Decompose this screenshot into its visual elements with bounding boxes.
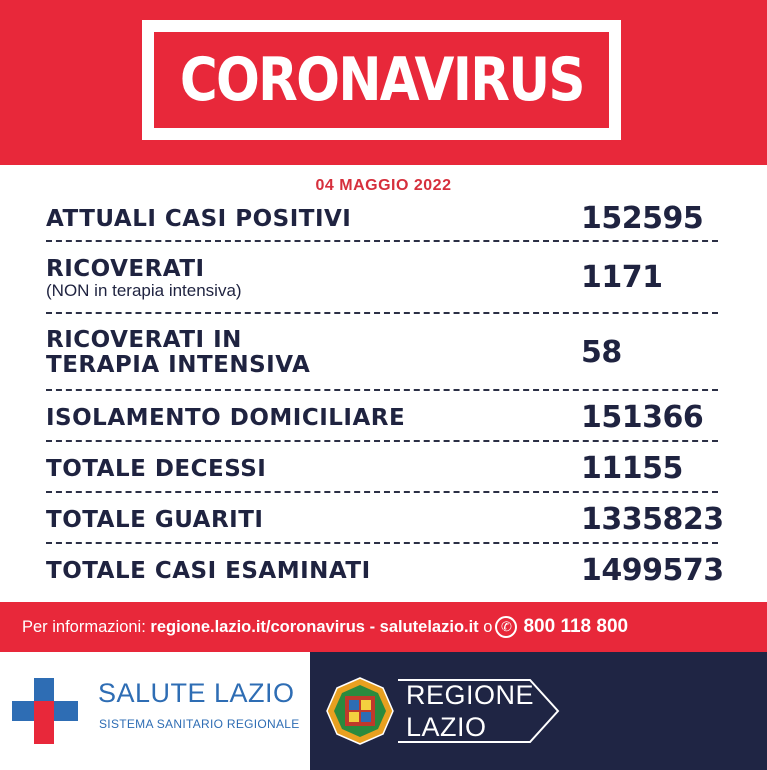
salute-lazio-logo-text: SALUTE LAZIO	[98, 678, 295, 708]
stat-value: 151366	[581, 400, 704, 435]
regione-coronavirus-link[interactable]: regione.lazio.it/coronavirus	[150, 617, 365, 636]
title-box	[142, 20, 621, 140]
header-banner	[0, 0, 767, 165]
regione-lazio-logo-line1: REGIONE	[406, 680, 535, 710]
stat-label: TOTALE GUARITI	[46, 507, 264, 533]
stat-label: RICOVERATI	[46, 256, 205, 282]
phone-number[interactable]: 800 118 800	[523, 616, 629, 637]
salute-cross-icon	[34, 678, 54, 701]
stat-label: RICOVERATI IN	[46, 327, 242, 353]
stat-row-totale-casi-esaminati	[46, 544, 724, 596]
stat-row-totale-guariti	[46, 493, 724, 544]
stat-value: 1171	[581, 260, 663, 295]
stat-value: 1335823	[581, 502, 724, 537]
salute-lazio-subtitle: SISTEMA SANITARIO REGIONALE	[99, 717, 300, 731]
stat-sublabel: (NON in terapia intensiva)	[46, 281, 242, 300]
stat-value: 11155	[581, 451, 683, 486]
stat-label: TOTALE CASI ESAMINATI	[46, 558, 371, 584]
stat-label-line2: TERAPIA INTENSIVA	[46, 352, 311, 378]
stat-label: ATTUALI CASI POSITIVI	[46, 206, 352, 232]
title-inner	[154, 32, 609, 128]
report-date: 04 MAGGIO 2022	[315, 177, 452, 194]
stat-value: 1499573	[581, 553, 724, 588]
page-title: CORONAVIRUS	[179, 45, 584, 115]
stat-label: ISOLAMENTO DOMICILIARE	[46, 405, 406, 431]
stat-row-ricoverati	[46, 242, 718, 314]
info-or: o	[483, 617, 493, 636]
stat-row-terapia-intensiva	[46, 314, 718, 391]
stats-table	[46, 194, 724, 596]
stat-label-group	[46, 328, 310, 378]
stat-label: TOTALE DECESSI	[46, 456, 267, 482]
stat-row-totale-decessi	[46, 442, 718, 493]
stat-value: 152595	[581, 201, 704, 236]
stat-value: 58	[581, 335, 622, 370]
regione-lazio-emblem-icon	[325, 676, 395, 746]
phone-icon: ✆	[495, 616, 517, 638]
info-prefix: Per informazioni:	[22, 617, 146, 636]
stat-row-isolamento-domiciliare	[46, 391, 718, 442]
regione-lazio-logo-line2: LAZIO	[406, 712, 487, 742]
salutelazio-link[interactable]: salutelazio.it	[379, 617, 479, 636]
info-bar	[0, 602, 767, 652]
info-separator: -	[369, 617, 376, 636]
stat-label-group	[46, 257, 242, 300]
stat-row-attuali-casi-positivi	[46, 194, 718, 242]
salute-cross-icon-v	[34, 701, 54, 744]
